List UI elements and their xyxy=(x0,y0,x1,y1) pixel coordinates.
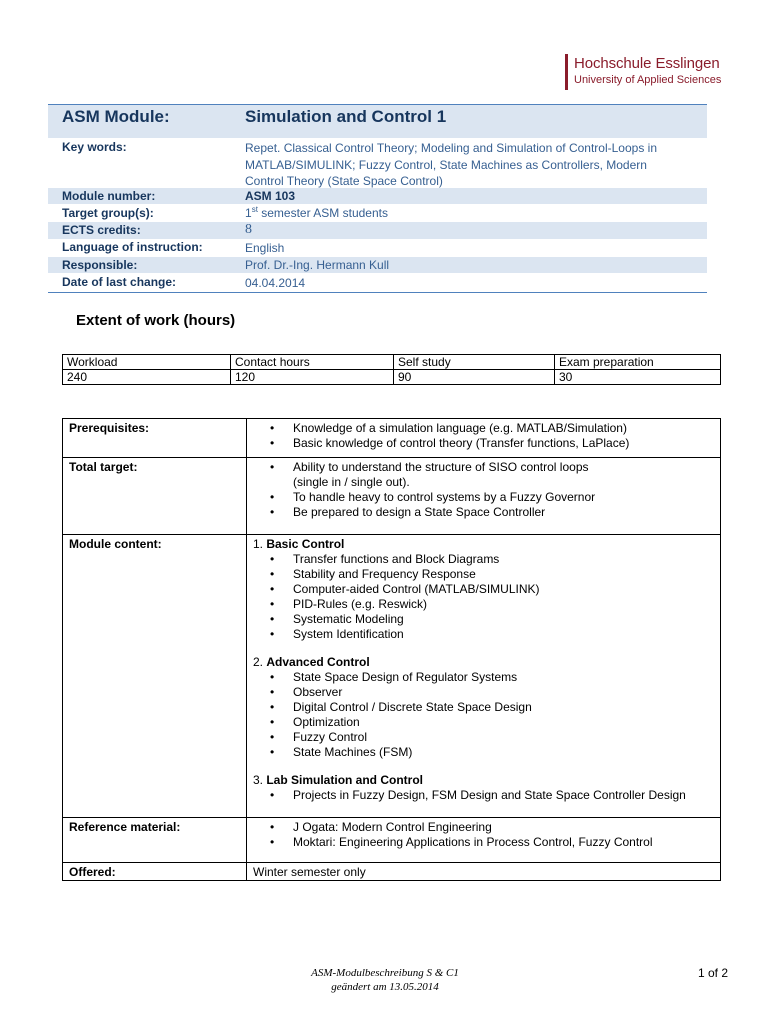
table-row xyxy=(63,355,721,370)
list-item: • Systematic Modeling xyxy=(270,612,404,626)
bullet-icon: • xyxy=(270,745,275,759)
responsible-value: Prof. Dr.-Ing. Hermann Kull xyxy=(245,258,390,272)
header-band-row xyxy=(48,222,707,239)
module-content xyxy=(247,535,721,818)
reference-content xyxy=(247,818,721,863)
language-label: Language of instruction: xyxy=(62,240,203,254)
offered-label: Offered: xyxy=(63,863,247,881)
table-cell: 120 xyxy=(231,370,394,385)
list-item: • Digital Control / Discrete State Space Design xyxy=(270,700,532,714)
bullet-icon: • xyxy=(270,730,275,744)
module-content-label: Module content: xyxy=(63,535,247,818)
logo-bracket-icon xyxy=(565,54,568,90)
content-group-heading: 1. Basic Control xyxy=(253,537,345,551)
list-item: • Be prepared to design a State Space Controller xyxy=(270,505,546,519)
module-number-value: ASM 103 xyxy=(245,189,296,203)
list-item: (single in / single out). xyxy=(293,475,410,489)
list-item: • Stability and Frequency Response xyxy=(270,567,476,581)
bullet-icon: • xyxy=(270,788,275,802)
bullet-icon: • xyxy=(270,700,275,714)
logo-name: Hochschule Esslingen xyxy=(574,55,720,72)
keywords-label: Key words: xyxy=(62,140,127,154)
list-item: • Fuzzy Control xyxy=(270,730,368,744)
responsible-label: Responsible: xyxy=(62,258,138,272)
list-item: • State Machines (FSM) xyxy=(270,745,413,759)
bullet-icon: • xyxy=(270,715,275,729)
module-title: Simulation and Control 1 xyxy=(245,107,447,126)
list-item: • Moktari: Engineering Applications in Process Control, Fuzzy Control xyxy=(270,835,653,849)
offered-value: Winter semester only xyxy=(247,863,721,881)
content-group-heading: 2. Advanced Control xyxy=(253,655,370,669)
footer-document-info xyxy=(280,966,490,994)
list-item: • Ability to understand the structure of SISO control loops xyxy=(270,460,589,474)
ects-label: ECTS credits: xyxy=(62,223,141,237)
bullet-icon: • xyxy=(270,460,275,474)
table-cell: 90 xyxy=(394,370,555,385)
list-item: • Observer xyxy=(270,685,343,699)
table-row xyxy=(63,419,721,458)
list-item: • Transfer functions and Block Diagrams xyxy=(270,552,500,566)
list-item: • Projects in Fuzzy Design, FSM Design and State Space Controller Design xyxy=(270,788,686,802)
table-row xyxy=(63,863,721,881)
keywords-value: Repet. Classical Control Theory; Modeling and Simulation of Control-Loops in MATLAB/SIMULINK; Fuzzy Control, State Machines as Controllers, Modern Control Theory (State Space Control) xyxy=(245,141,657,188)
table-header-cell: Self study xyxy=(394,355,555,370)
bullet-icon: • xyxy=(270,505,275,519)
table-row xyxy=(63,535,721,818)
extent-title: Extent of work (hours) xyxy=(76,312,236,329)
table-row xyxy=(63,818,721,863)
module-details-table xyxy=(62,418,721,881)
bullet-icon: • xyxy=(270,820,275,834)
list-item: • J Ogata: Modern Control Engineering xyxy=(270,820,492,834)
bullet-icon: • xyxy=(270,612,275,626)
target-group-value: 1st semester ASM students xyxy=(245,205,388,220)
bullet-icon: • xyxy=(270,421,275,435)
last-change-value: 04.04.2014 xyxy=(245,276,306,290)
list-item: • Optimization xyxy=(270,715,360,729)
bullet-icon: • xyxy=(270,670,275,684)
module-number-label: Module number: xyxy=(62,189,156,203)
table-cell: 30 xyxy=(555,370,721,385)
bullet-icon: • xyxy=(270,627,275,641)
module-title-label: ASM Module: xyxy=(62,107,170,126)
target-group-label: Target group(s): xyxy=(62,206,154,220)
workload-table xyxy=(62,354,721,385)
bullet-icon: • xyxy=(270,835,275,849)
table-cell: 240 xyxy=(63,370,231,385)
footer-line-1: ASM-Modulbeschreibung S & C1 xyxy=(311,967,459,979)
ects-value: 8 xyxy=(245,222,252,237)
bullet-icon: • xyxy=(270,552,275,566)
list-item: • To handle heavy to control systems by a Fuzzy Governor xyxy=(270,490,596,504)
footer-line-2: geändert am 13.05.2014 xyxy=(331,981,439,993)
total-target-content xyxy=(247,458,721,535)
last-change-label: Date of last change: xyxy=(62,275,177,289)
reference-label: Reference material: xyxy=(63,818,247,863)
table-row xyxy=(63,458,721,535)
page-number: 1 of 2 xyxy=(698,966,729,980)
list-item: • Knowledge of a simulation language (e.g. MATLAB/Simulation) xyxy=(270,421,627,435)
header-bottom-rule xyxy=(48,292,707,293)
bullet-icon: • xyxy=(270,490,275,504)
bullet-icon: • xyxy=(270,597,275,611)
table-header-cell: Workload xyxy=(63,355,231,370)
content-group-heading: 3. Lab Simulation and Control xyxy=(253,773,424,787)
language-value: English xyxy=(245,241,285,255)
total-target-label: Total target: xyxy=(63,458,247,535)
list-item: • System Identification xyxy=(270,627,404,641)
bullet-icon: • xyxy=(270,567,275,581)
bullet-icon: • xyxy=(270,582,275,596)
bullet-icon: • xyxy=(270,436,275,450)
list-item: • Basic knowledge of control theory (Transfer functions, LaPlace) xyxy=(270,436,630,450)
table-row xyxy=(63,370,721,385)
list-item: • PID-Rules (e.g. Reswick) xyxy=(270,597,428,611)
bullet-icon: • xyxy=(270,685,275,699)
list-item: • State Space Design of Regulator Systems xyxy=(270,670,518,684)
table-header-cell: Contact hours xyxy=(231,355,394,370)
prerequisites-label: Prerequisites: xyxy=(63,419,247,458)
prerequisites-content xyxy=(247,419,721,458)
table-header-cell: Exam preparation xyxy=(555,355,721,370)
list-item: • Computer-aided Control (MATLAB/SIMULINK) xyxy=(270,582,540,596)
logo-subtitle: University of Applied Sciences xyxy=(574,74,722,86)
